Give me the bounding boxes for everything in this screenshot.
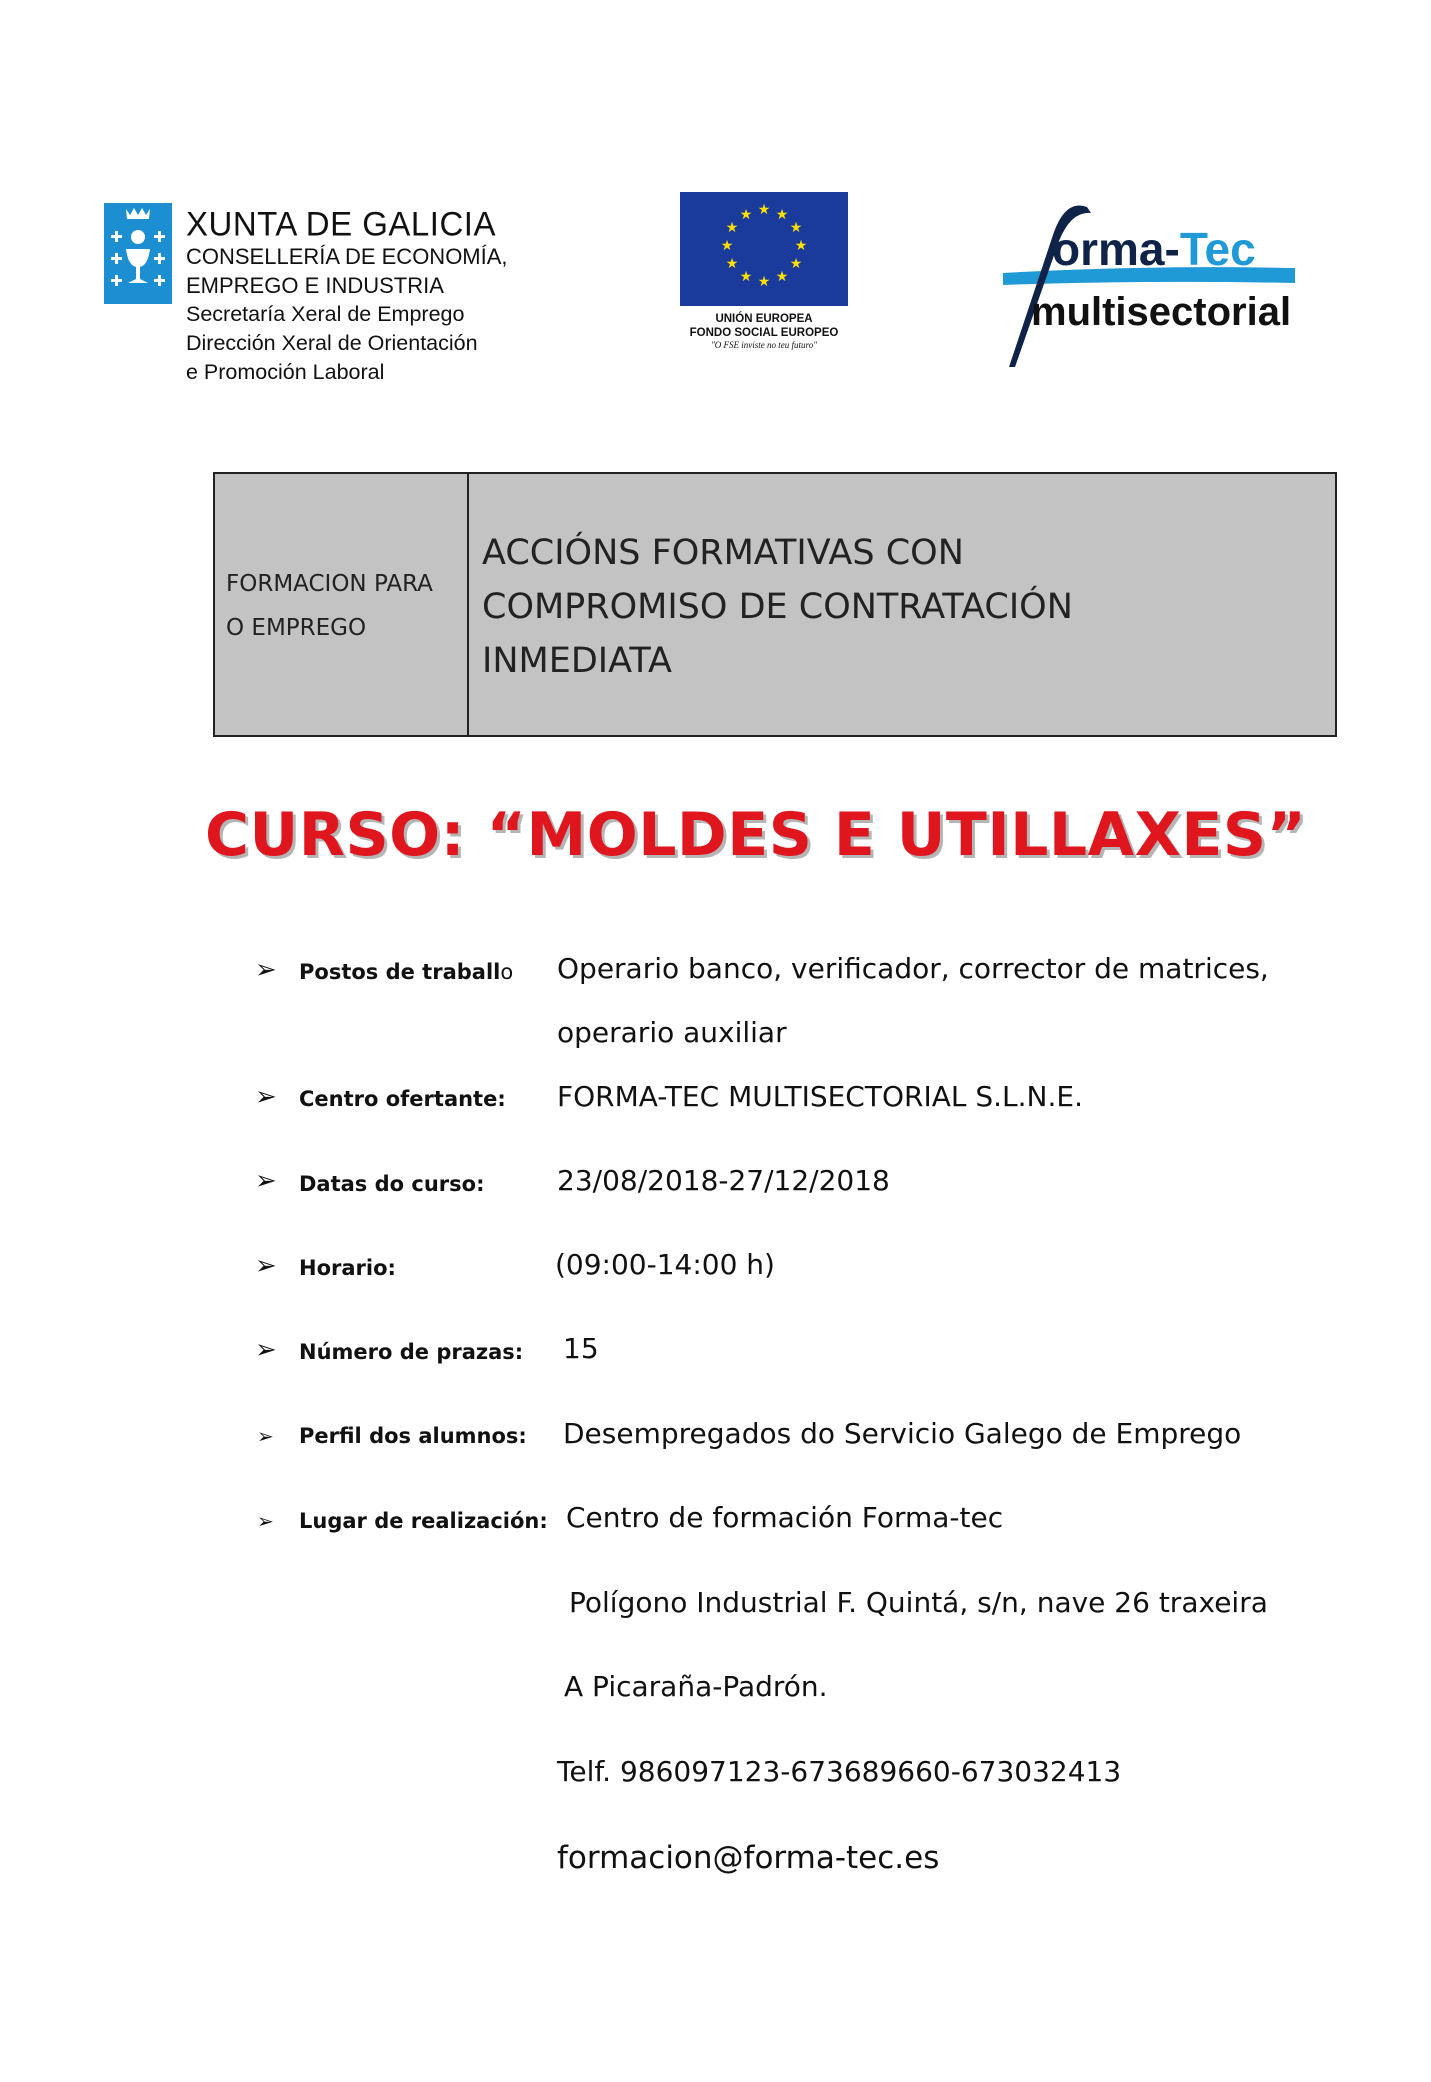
header-right-line-1: ACCIÓNS FORMATIVAS CON: [482, 533, 964, 573]
postos-value-line-2: operario auxiliar: [557, 1016, 787, 1049]
header-right-line-3: INMEDIATA: [482, 641, 672, 681]
formatec-wordmark-forma: orma-: [1052, 223, 1180, 275]
eu-flag-icon: [680, 192, 848, 306]
eu-caption: [660, 312, 868, 351]
svg-text:★: ★: [757, 274, 771, 290]
formatec-wordmark: [1052, 224, 1256, 274]
telefono-value: Telf. 986097123-673689660-673032413: [557, 1755, 1122, 1788]
datas-value: 23/08/2018-27/12/2018: [557, 1164, 890, 1197]
lugar-line-3: A Picaraña-Padrón.: [564, 1670, 828, 1703]
eu-caption-line-2: FONDO SOCIAL EUROPEO: [689, 327, 839, 339]
xunta-line-4: Dirección Xeral de Orientación: [186, 331, 478, 355]
xunta-line-3: Secretaría Xeral de Emprego: [186, 302, 465, 326]
lugar-label: Lugar de realización:: [299, 1509, 548, 1533]
prazas-label: Número de prazas:: [299, 1340, 524, 1364]
arrowhead-bullet-icon: ➢: [255, 1251, 277, 1281]
svg-text:★: ★: [789, 256, 803, 272]
header-left-cell: [226, 562, 462, 650]
svg-text:★: ★: [739, 207, 753, 223]
xunta-line-2: EMPREGO E INDUSTRIA: [186, 273, 444, 298]
xunta-line-1: CONSELLERÍA DE ECONOMÍA,: [186, 244, 508, 269]
prazas-value: 15: [563, 1332, 599, 1365]
svg-text:★: ★: [775, 207, 789, 223]
datas-label: Datas do curso:: [299, 1172, 485, 1196]
svg-text:★: ★: [725, 220, 739, 236]
perfil-label: Perfil dos alumnos:: [299, 1424, 527, 1448]
svg-text:★: ★: [739, 269, 753, 285]
arrowhead-bullet-icon: ➢: [255, 1166, 277, 1196]
header-left-line-1: FORMACION PARA: [226, 571, 433, 597]
eu-caption-line-3: "O FSE inviste no teu futuro": [711, 340, 817, 350]
arrowhead-bullet-icon: ➢: [257, 1509, 274, 1533]
xunta-emblem-icon: [104, 203, 172, 304]
xunta-title: XUNTA DE GALICIA: [186, 204, 496, 243]
header-divider: [467, 472, 469, 737]
horario-value: (09:00-14:00 h): [555, 1248, 775, 1281]
postos-label-tail: o: [500, 960, 514, 984]
header-right-cell: [482, 526, 1322, 688]
header-right-line-2: COMPROMISO DE CONTRATACIÓN: [482, 587, 1073, 627]
arrowhead-bullet-icon: ➢: [255, 955, 277, 985]
email-value[interactable]: formacion@forma-tec.es: [557, 1840, 940, 1876]
perfil-value: Desempregados do Servicio Galego de Emprego: [563, 1417, 1242, 1450]
horario-label: Horario:: [299, 1256, 396, 1280]
arrowhead-bullet-icon: ➢: [257, 1424, 274, 1448]
postos-label: [299, 957, 513, 987]
svg-text:★: ★: [725, 256, 739, 272]
xunta-line-5: e Promoción Laboral: [186, 360, 385, 384]
formatec-multisectorial: multisectorial: [1031, 290, 1292, 334]
svg-text:★: ★: [720, 238, 734, 254]
centro-value: FORMA-TEC MULTISECTORIAL S.L.N.E.: [557, 1080, 1083, 1113]
svg-text:★: ★: [757, 202, 771, 218]
svg-text:★: ★: [789, 220, 803, 236]
formatec-logo: [995, 195, 1305, 370]
lugar-line-1: Centro de formación Forma-tec: [566, 1501, 1004, 1534]
eu-caption-line-1: UNIÓN EUROPEA: [715, 313, 813, 325]
centro-label: Centro ofertante:: [299, 1087, 506, 1111]
arrowhead-bullet-icon: ➢: [255, 1335, 277, 1365]
postos-value-line-1: Operario banco, verificador, corrector de matrices,: [557, 952, 1269, 985]
formatec-wordmark-tec: Tec: [1179, 223, 1256, 275]
svg-text:★: ★: [794, 238, 808, 254]
svg-text:★: ★: [775, 269, 789, 285]
xunta-text-block: [186, 204, 526, 387]
lugar-line-2: Polígono Industrial F. Quintá, s/n, nave 26 traxeira: [569, 1586, 1268, 1619]
arrowhead-bullet-icon: ➢: [255, 1082, 277, 1112]
header-left-line-2: O EMPREGO: [226, 615, 367, 641]
course-title: CURSO: “MOLDES E UTILLAXES”: [205, 800, 1307, 870]
postos-label-main: Postos de traball: [299, 960, 501, 984]
